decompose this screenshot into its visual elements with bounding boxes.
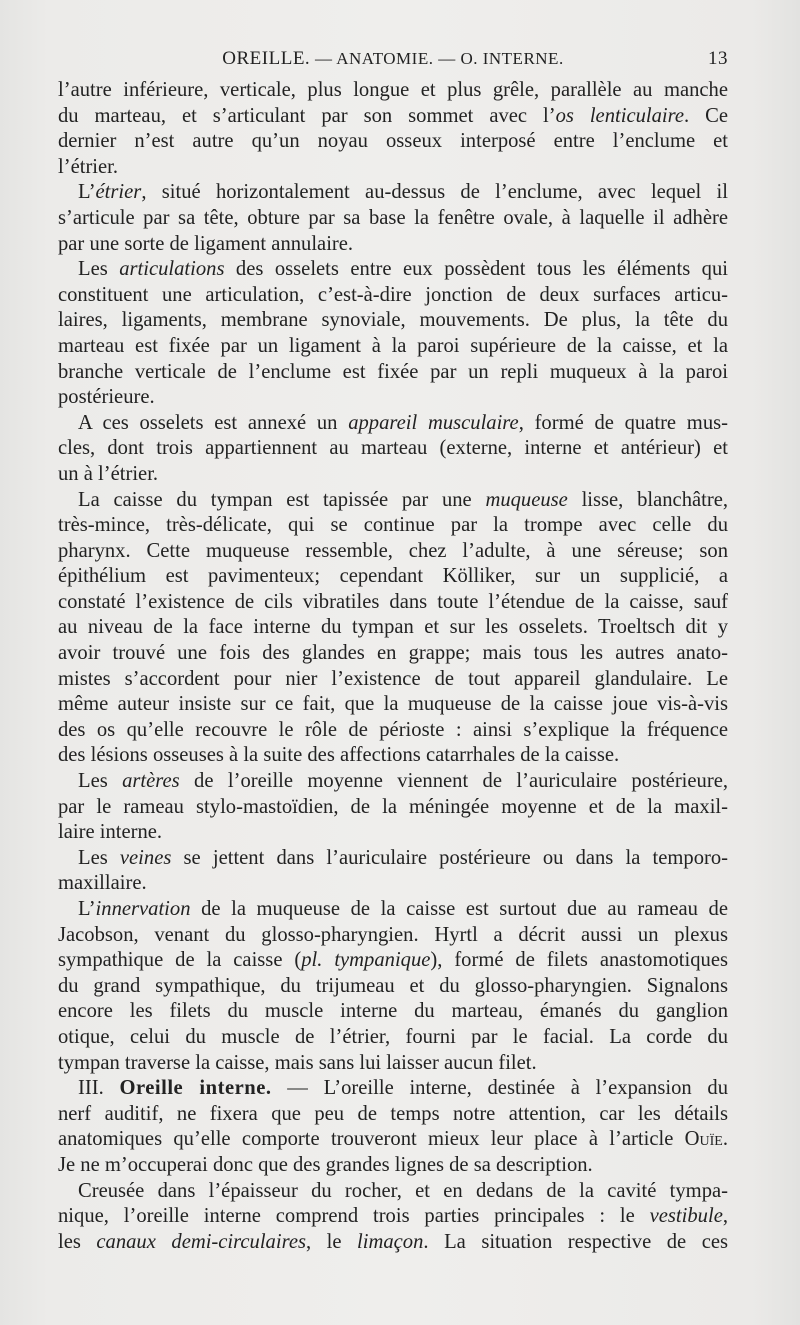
- running-title-rest: — ANATOMIE. — O. INTERNE.: [310, 49, 564, 68]
- text-line: branche verticale de l’enclume est fixée par un repli muqueux à la paroi: [58, 360, 728, 383]
- running-title: [58, 48, 728, 70]
- body-text: [58, 78, 728, 1255]
- section-heading: Oreille interne.: [119, 1077, 272, 1100]
- text-line: un à l’étrier.: [58, 462, 159, 485]
- page-number: 13: [708, 48, 728, 69]
- text-line: même auteur insiste sur ce fait, que la muqueuse de la caisse joue vis-à-vis: [58, 693, 728, 716]
- text-line: laires, ligaments, membrane synoviale, mouvements. De plus, la tête du: [58, 309, 728, 332]
- text-line: nerf auditif, ne fixera que peu de temps notre attention, car les détails: [58, 1102, 728, 1125]
- text-line: s’articule par sa tête, obture par sa base la fenêtre ovale, à laquelle il adhère: [58, 206, 728, 229]
- text-line: anatomiques qu’elle comporte trouveront mieux leur place à l’article Ouïe.: [58, 1128, 728, 1151]
- text-line: des lésions osseuses à la suite des affections catarrhales de la caisse.: [58, 744, 620, 767]
- text-line: encore les filets du muscle interne du marteau, émanés du ganglion: [58, 1000, 728, 1023]
- text-line: sympathique de la caisse (pl. tympanique), formé de filets anastomotiques: [58, 949, 728, 972]
- text-line: les canaux demi-circulaires, le limaçon. La situation respective de ces: [58, 1230, 729, 1253]
- text-line: Jacobson, venant du glosso-pharyngien. Hyrtl a décrit aussi un plexus: [58, 923, 728, 946]
- running-title-main: OREILLE.: [222, 48, 311, 69]
- text-line: du marteau, et s’articulant par son sommet avec l’os lenticulaire. Ce: [58, 104, 728, 127]
- text-line: cles, dont trois appartiennent au marteau (externe, interne et antérieur) et: [58, 437, 728, 460]
- text-line: l’autre inférieure, verticale, plus longue et plus grêle, parallèle au manche: [58, 79, 728, 101]
- running-header: [58, 48, 728, 70]
- text-line: otique, celui du muscle de l’étrier, fourni par le facial. La corde du: [58, 1025, 728, 1048]
- text-line: Creusée dans l’épaisseur du rocher, et en dedans de la cavité tympa-: [78, 1179, 728, 1202]
- text-line: postérieure.: [58, 386, 155, 409]
- text-line: Les artères de l’oreille moyenne viennent de l’auriculaire postérieure,: [78, 770, 728, 793]
- text-line: A ces osselets est annexé un appareil musculaire, formé de quatre mus-: [78, 411, 728, 434]
- text-line: mistes s’accordent pour nier l’existence de tout appareil glandulaire. Le: [58, 667, 728, 690]
- text-line: Les articulations des osselets entre eux possèdent tous les éléments qui: [78, 258, 728, 281]
- text-line: par le rameau stylo-mastoïdien, de la méningée moyenne et de la maxil-: [58, 795, 728, 818]
- text-line: tympan traverse la caisse, mais sans lui laisser aucun filet.: [58, 1051, 537, 1074]
- section-heading-line: III. Oreille interne. — L’oreille interne, destinée à l’expansion du: [78, 1077, 728, 1100]
- text-line: dernier n’est autre qu’un noyau osseux interposé entre l’enclume et: [58, 130, 728, 153]
- text-line: épithélium est pavimenteux; cependant Kölliker, sur un supplicié, a: [58, 565, 728, 588]
- text-line: des os qu’elle recouvre le rôle de périoste : ainsi s’explique la fréquence: [58, 718, 728, 741]
- text-line: du grand sympathique, du trijumeau et du glosso-pharyngien. Signalons: [58, 974, 728, 997]
- text-line: marteau est fixée par un ligament à la paroi supérieure de la caisse, et la: [58, 334, 728, 357]
- text-line: laire interne.: [58, 821, 163, 844]
- text-line: au niveau de la face interne du tympan et sur les osselets. Troeltsch dit y: [58, 616, 728, 639]
- text-line: constaté l’existence de cils vibratiles dans toute l’étendue de la caisse, sauf: [58, 590, 728, 613]
- text-line: avoir trouvé une fois des glandes en grappe; mais tous les autres anato-: [58, 642, 728, 665]
- text-line: La caisse du tympan est tapissée par une muqueuse lisse, blanchâtre,: [78, 488, 728, 511]
- text-line: par une sorte de ligament annulaire.: [58, 232, 354, 255]
- text-line: L’innervation de la muqueuse de la caisse est surtout due au rameau de: [78, 898, 728, 920]
- text-line: maxillaire.: [58, 872, 147, 895]
- text-line: pharynx. Cette muqueuse ressemble, chez l’adulte, à une séreuse; son: [58, 539, 728, 562]
- text-line: très-mince, très-délicate, qui se continue par la trompe avec celle du: [58, 514, 728, 537]
- text-line: Les veines se jettent dans l’auriculaire postérieure ou dans la temporo-: [78, 846, 728, 869]
- text-line: l’étrier.: [58, 155, 119, 178]
- text-line: constituent une articulation, c’est-à-dire jonction de deux surfaces articu-: [58, 283, 728, 306]
- text-line: L’étrier, situé horizontalement au-dessus de l’enclume, avec lequel il: [78, 181, 728, 204]
- text-line: Je ne m’occuperai donc que des grandes lignes de sa description.: [58, 1153, 593, 1176]
- text-line: nique, l’oreille interne comprend trois parties principales : le vestibule,: [58, 1205, 728, 1228]
